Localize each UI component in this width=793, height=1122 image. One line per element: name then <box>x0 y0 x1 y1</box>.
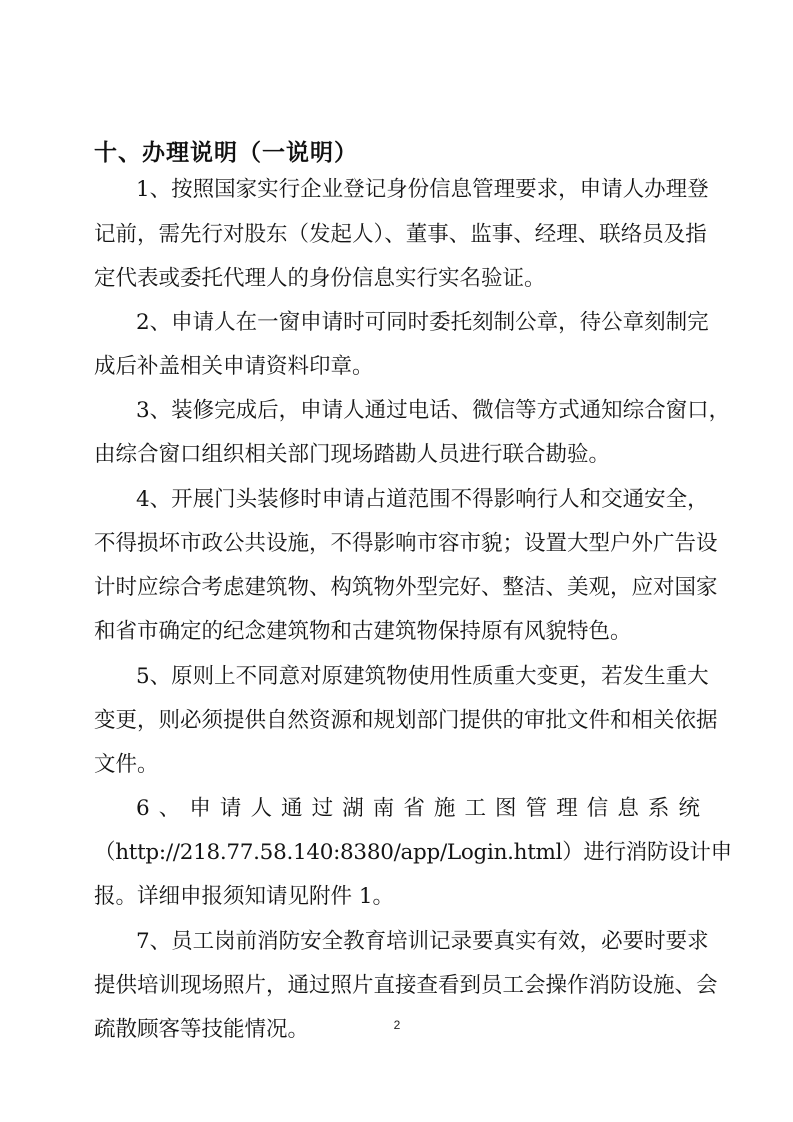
item-5-line-1: 5、原则上不同意对原建筑物使用性质重大变更，若发生重大 <box>136 664 709 689</box>
item-5-line-2: 变更，则必须提供自然资源和规划部门提供的审批文件和相关依据 <box>94 708 718 733</box>
item-4-line-1: 4、开展门头装修时申请占道范围不得影响行人和交通安全， <box>136 487 709 512</box>
item-3-line-1: 3、装修完成后，申请人通过电话、微信等方式通知综合窗口， <box>136 398 731 423</box>
item-4-line-4: 和省市确定的纪念建筑物和古建筑物保持原有风貌特色。 <box>94 619 632 644</box>
item-1-line-3: 定代表或委托代理人的身份信息实行实名验证。 <box>94 266 546 291</box>
item-1-line-1: 1、按照国家实行企业登记身份信息管理要求，申请人办理登 <box>136 177 709 202</box>
item-3-line-2: 由综合窗口组织相关部门现场踏勘人员进行联合勘验。 <box>94 442 611 467</box>
item-4-line-2: 不得损坏市政公共设施，不得影响市容市貌；设置大型户外广告设 <box>94 531 718 556</box>
item-7-line-3: 疏散顾客等技能情况。 <box>94 1017 310 1042</box>
item-5-line-3: 文件。 <box>94 752 159 777</box>
page-number: 2 <box>393 1018 401 1032</box>
item-2-line-1: 2、申请人在一窗申请时可同时委托刻制公章，待公章刻制完 <box>136 310 709 335</box>
item-7-line-2: 提供培训现场照片，通过照片直接查看到员工会操作消防设施、会 <box>94 973 718 998</box>
item-7-line-1: 7、员工岗前消防安全教育培训记录要真实有效，必要时要求 <box>136 929 709 954</box>
item-6-line-3: 报。详细申报须知请见附件 1。 <box>94 884 395 909</box>
item-6-line-2: （http://218.77.58.140:8380/app/Login.html）进行消防设计申 <box>94 840 732 865</box>
item-1-line-2: 记前，需先行对股东（发起人）、董事、监事、经理、联络员及指 <box>94 222 707 247</box>
section-heading: 十、办理说明（一说明） <box>94 140 358 166</box>
item-4-line-3: 计时应综合考虑建筑物、构筑物外型完好、整洁、美观，应对国家 <box>94 575 718 600</box>
item-6-line-1: 6、申请人通过湖南省施工图管理信息系统 <box>136 796 700 821</box>
item-2-line-2: 成后补盖相关申请资料印章。 <box>94 354 374 379</box>
